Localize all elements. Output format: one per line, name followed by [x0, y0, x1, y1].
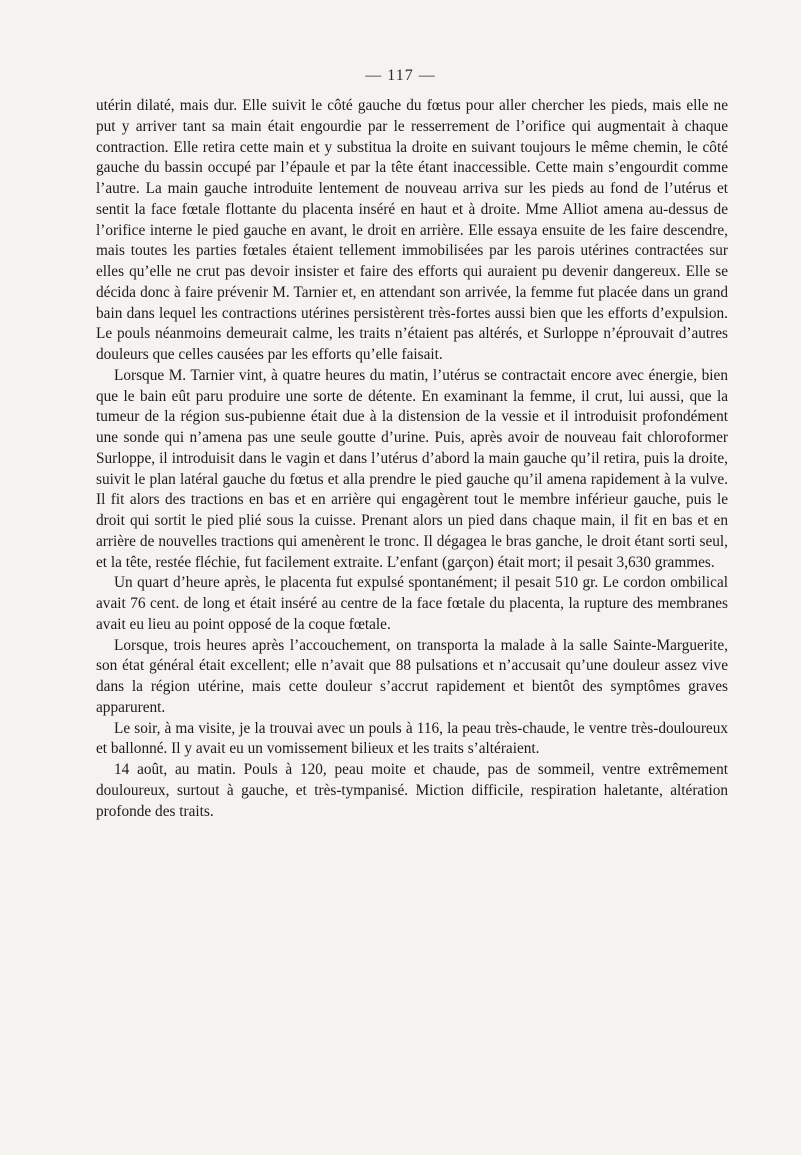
paragraph-6: 14 août, au matin. Pouls à 120, peau moite et chaude, pas de sommeil, ventre extrêmement douloureux, surtout à gauche, et très-tympanisé. Miction difficile, respiration haletante, altération profonde des traits.: [96, 761, 728, 820]
paragraph-3: Un quart d’heure après, le placenta fut expulsé spontanément; il pesait 510 gr. Le cordon ombilical avait 76 cent. de long et était inséré au centre de la face fœtale du placenta, la rupture des membranes avait eu lieu au point opposé de la coque fœtale.: [96, 574, 728, 633]
paragraph-2: Lorsque M. Tarnier vint, à quatre heures du matin, l’utérus se contractait encore avec énergie, bien que le bain eût paru produire une sorte de détente. En examinant la femme, il crut, lui aussi, que la tumeur de la région sus-pubienne était due à la distension de la vessie et il introduisit profondément une sonde qui n’amena pas une seule goutte d’urine. Puis, après avoir de nouveau fait chloroformer Surloppe, il introduisit dans le vagin et dans l’utérus d’abord la main gauche qu’il retira, puis la droite, suivit le plan latéral gauche du fœtus et alla prendre le pied gauche qu’il amena rapidement à la vulve. Il fit alors des tractions en bas et en arrière qui engagèrent tout le membre inférieur gauche, puis le droit qui sortit le pied plié sous la cuisse. Prenant alors un pied dans chaque main, il fit en bas et en arrière de nouvelles tractions qui amenèrent le tronc. Il dégagea le bras ganche, le droit étant sorti seul, et la tête, restée fléchie, fut facilement extraite. L’enfant (garçon) était mort; il pesait 3,630 grammes.: [96, 366, 728, 571]
paragraph-1: utérin dilaté, mais dur. Elle suivit le côté gauche du fœtus pour aller chercher les pieds, mais elle ne put y arriver tant sa main était engourdie par le resserrement de l’orifice qui augmentait à chaque contraction. Elle retira cette main et y substitua la droite en suivant toujours le même chemin, le côté gauche du bassin occupé par l’épaule et par la tête étant inaccessible. Cette main s’engourdit comme l’autre. La main gauche introduite lentement de nouveau arriva sur les pieds au fond de l’utérus et sentit la face fœtale flottante du placenta inséré en haut et à droite. Mme Alliot amena au-dessus de l’orifice interne le pied gauche en avant, le droit en arrière. Elle essaya ensuite de les faire descendre, mais toutes les parties fœtales étaient tellement immobilisées par les parois utérines contractées sur elles qu’elle ne crut pas devoir insister et faire des efforts qui auraient pu devenir dangereux. Elle se décida donc à faire prévenir M. Tarnier et, en attendant son arrivée, la femme fut placée dans un grand bain dans lequel les contractions utérines persistèrent très-fortes aussi bien que les efforts d’expulsion. Le pouls néanmoins demeurait calme, les traits n’étaient pas altérés, et Surloppe n’éprouvait d’autres douleurs que celles causées par les efforts qu’elle faisait.: [96, 97, 728, 363]
page-number: — 117 —: [365, 67, 436, 84]
paragraph-4: Lorsque, trois heures après l’accouchement, on transporta la malade à la salle Sainte-Marguerite, son état général était excellent; elle n’avait que 88 pulsations et n’accusait qu’une douleur assez vive dans la région utérine, mais cette douleur s’accrut rapidement et bientôt des symptômes graves apparurent.: [96, 636, 728, 716]
body-text: [96, 96, 728, 822]
paragraph-5: Le soir, à ma visite, je la trouvai avec un pouls à 116, la peau très-chaude, le ventre très-douloureux et ballonné. Il y avait eu un vomissement bilieux et les traits s’altéraient.: [96, 719, 728, 758]
